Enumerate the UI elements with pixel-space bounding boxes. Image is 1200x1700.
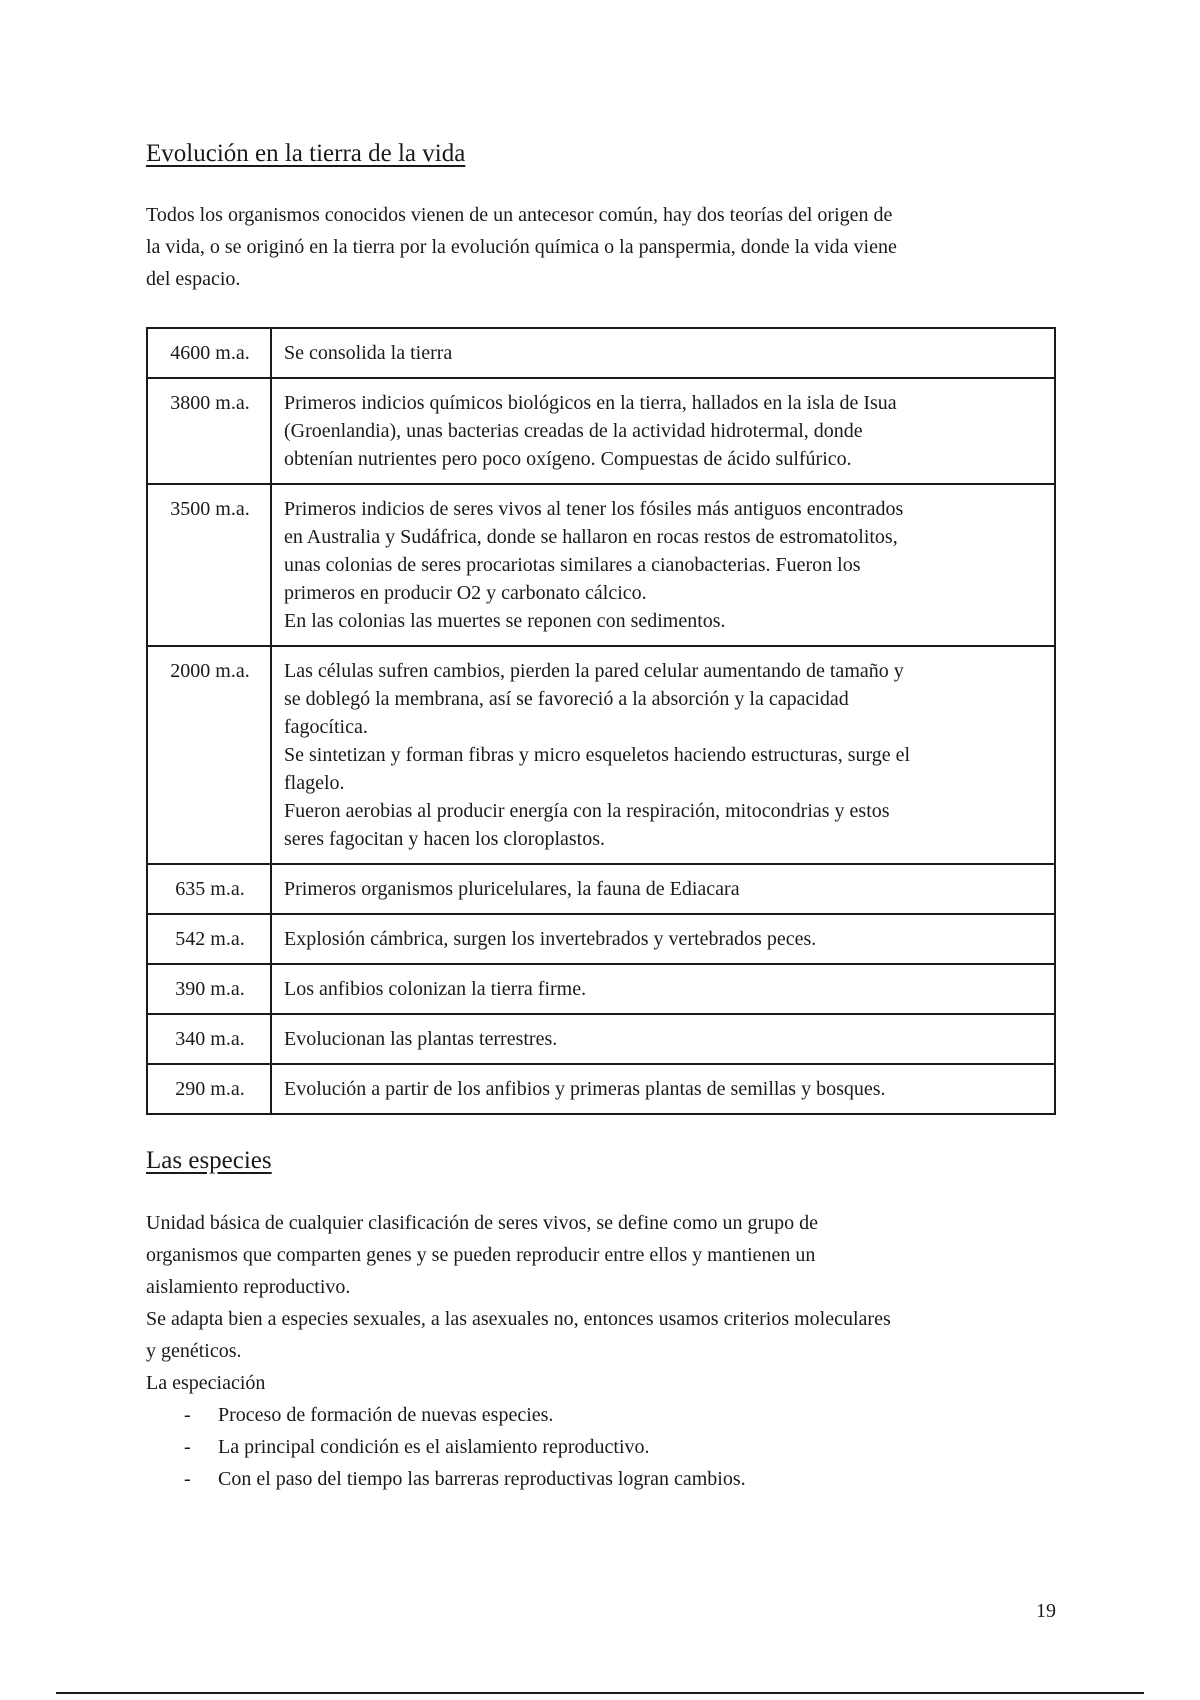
- event-line: se doblegó la membrana, así se favoreció a la absorción y la capacidad: [284, 687, 849, 710]
- event-line: Evolución a partir de los anfibios y primeras plantas de semillas y bosques.: [284, 1077, 886, 1100]
- paragraph-line: La especiación: [146, 1372, 266, 1394]
- table-row: [147, 328, 1055, 378]
- bullet-dash: -: [184, 1468, 191, 1490]
- event-line: unas colonias de seres procariotas similares a cianobacterias. Fueron los: [284, 553, 861, 576]
- section-title-especies: Las especies: [146, 1146, 272, 1174]
- intro-line: Todos los organismos conocidos vienen de un antecesor común, hay dos teorías del origen de: [146, 203, 893, 226]
- table-row: [147, 646, 1055, 864]
- event-line: flagelo.: [284, 771, 345, 794]
- table-row: [147, 1064, 1055, 1114]
- list-item: [146, 1431, 1056, 1463]
- event-line: en Australia y Sudáfrica, donde se hallaron en rocas restos de estromatolitos,: [284, 525, 898, 548]
- timeline-date: 3800 m.a.: [147, 378, 271, 484]
- intro-line: la vida, o se originó en la tierra por la evolución química o la panspermia, donde la vida viene: [146, 235, 897, 258]
- timeline-event: [271, 328, 1055, 378]
- timeline-event: [271, 1014, 1055, 1064]
- timeline-date: 390 m.a.: [147, 964, 271, 1014]
- paragraph-line: Se adapta bien a especies sexuales, a las asexuales no, entonces usamos criterios moleculares: [146, 1308, 891, 1330]
- intro-paragraph: [146, 199, 1056, 295]
- event-line: (Groenlandia), unas bacterias creadas de la actividad hidrotermal, donde: [284, 419, 863, 442]
- event-line: Explosión cámbrica, surgen los invertebrados y vertebrados peces.: [284, 927, 817, 950]
- timeline-table: [146, 327, 1056, 1115]
- timeline-date: 340 m.a.: [147, 1014, 271, 1064]
- event-line: obtenían nutrientes pero poco oxígeno. Compuestas de ácido sulfúrico.: [284, 447, 852, 470]
- timeline-date: 542 m.a.: [147, 914, 271, 964]
- table-row: [147, 1014, 1055, 1064]
- list-item: [146, 1463, 1056, 1495]
- intro-line: del espacio.: [146, 267, 241, 290]
- event-line: fagocítica.: [284, 715, 368, 738]
- timeline-date: 3500 m.a.: [147, 484, 271, 646]
- event-line: Primeros organismos pluricelulares, la fauna de Ediacara: [284, 877, 740, 900]
- event-line: seres fagocitan y hacen los cloroplastos.: [284, 827, 606, 850]
- timeline-event: [271, 864, 1055, 914]
- timeline-date: 290 m.a.: [147, 1064, 271, 1114]
- paragraph-line: organismos que comparten genes y se pueden reproducir entre ellos y mantienen un: [146, 1244, 816, 1266]
- timeline-event: [271, 914, 1055, 964]
- event-line: En las colonias las muertes se reponen con sedimentos.: [284, 609, 726, 632]
- event-line: Evolucionan las plantas terrestres.: [284, 1027, 558, 1050]
- event-line: Se sintetizan y forman fibras y micro esqueletos haciendo estructuras, surge el: [284, 743, 911, 766]
- table-row: [147, 864, 1055, 914]
- event-line: Las células sufren cambios, pierden la pared celular aumentando de tamaño y: [284, 659, 904, 682]
- timeline-event: [271, 964, 1055, 1014]
- event-line: Primeros indicios de seres vivos al tener los fósiles más antiguos encontrados: [284, 497, 904, 520]
- timeline-date: 2000 m.a.: [147, 646, 271, 864]
- list-item-text: La principal condición es el aislamiento reproductivo.: [218, 1436, 650, 1458]
- page-number: 19: [1036, 1600, 1056, 1622]
- bullet-dash: -: [184, 1436, 191, 1458]
- table-row: [147, 964, 1055, 1014]
- timeline-date: 635 m.a.: [147, 864, 271, 914]
- section-title-evolucion: Evolución en la tierra de la vida: [146, 140, 466, 167]
- table-row: [147, 914, 1055, 964]
- paragraph-line: y genéticos.: [146, 1340, 242, 1362]
- bullet-dash: -: [184, 1404, 191, 1426]
- table-row: [147, 484, 1055, 646]
- paragraph-line: Unidad básica de cualquier clasificación de seres vivos, se define como un grupo de: [146, 1212, 818, 1234]
- event-line: Primeros indicios químicos biológicos en la tierra, hallados en la isla de Isua: [284, 391, 897, 414]
- timeline-event: [271, 378, 1055, 484]
- event-line: primeros en producir O2 y carbonato cálcico.: [284, 581, 647, 604]
- event-line: Se consolida la tierra: [284, 341, 453, 364]
- table-row: [147, 378, 1055, 484]
- timeline-date: 4600 m.a.: [147, 328, 271, 378]
- timeline-event: [271, 646, 1055, 864]
- event-line: Fueron aerobias al producir energía con la respiración, mitocondrias y estos: [284, 799, 890, 822]
- event-line: Los anfibios colonizan la tierra firme.: [284, 977, 587, 1000]
- especiacion-list: [146, 1399, 1056, 1495]
- especies-paragraph: [146, 1207, 1056, 1399]
- list-item-text: Proceso de formación de nuevas especies.: [218, 1404, 554, 1426]
- list-item: [146, 1399, 1056, 1431]
- timeline-event: [271, 484, 1055, 646]
- list-item-text: Con el paso del tiempo las barreras reproductivas logran cambios.: [218, 1468, 746, 1490]
- page-content: [146, 138, 1056, 1495]
- bottom-divider: [56, 1692, 1144, 1694]
- paragraph-line: aislamiento reproductivo.: [146, 1276, 351, 1298]
- timeline-event: [271, 1064, 1055, 1114]
